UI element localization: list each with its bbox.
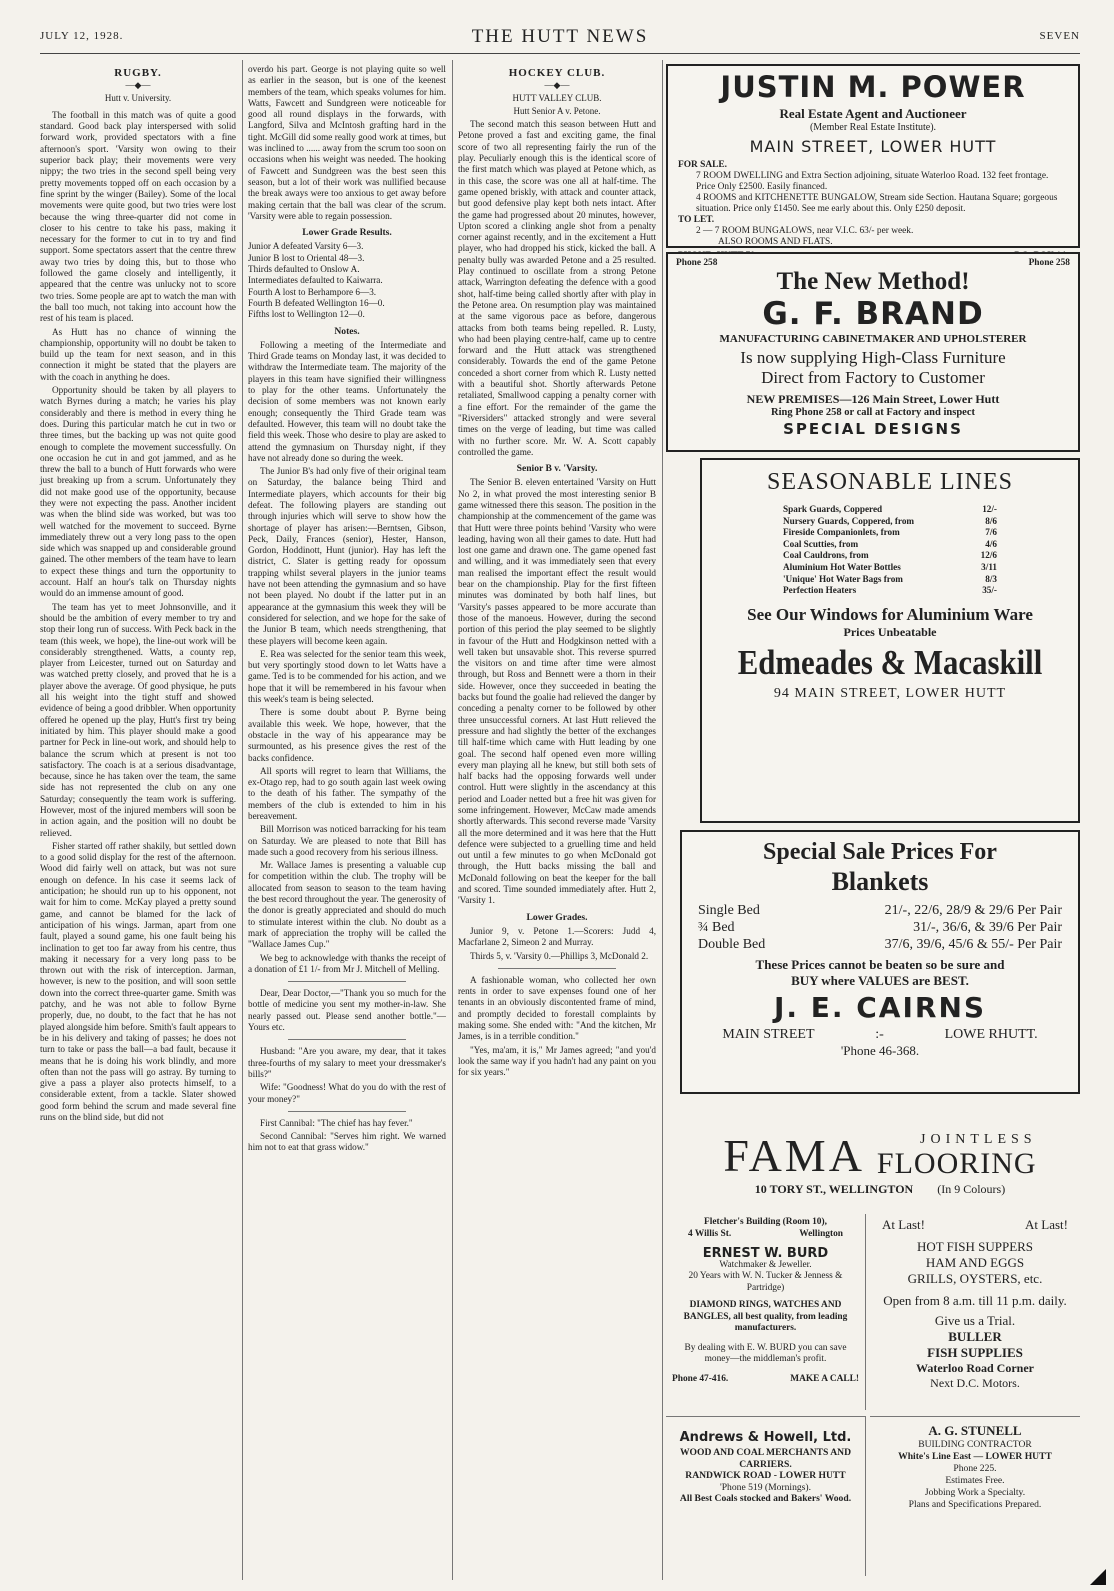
- article-paragraph: The Senior B. eleven entertained 'Varsity on Hutt No 2, in what proved the most interesting senior B game witnessed there this season. The position in the championship at the commencement of the game was that Hutt were three points behind 'Varsity who were leading, having won all their games to date. Hutt had lost one game and drawn one. The game opened fast and willing, and it was immediately seen that every man realised the important effect the result would bear on the championship. Play for the first fifteen minutes was dominated by both half lines, but 'Varsity's passes appeared to be more accurate than those of the manoeus. However, during the second portion of this period the play seemed to be slightly in favour of the Hutt and Hodgkinson netted with a well taken but unsavable shot. This reverse spurred the visitors on and time after time were almost through, but Ross and Bennett were a thorn in their side. However, once they succeeded in beating the backs but found the goalie had relieved the danger by conceding a penalty corner to be followed by other three unsuccessful corners. At last Hutt relieved the pressure and had slightly the better of the exchanges till half-time which came with Hutt leading by one goal. The second half opened even more willing every man playing all he knew, but still both sets of half backs had the opposing forwards well under control. Hutt were slightly in the ascendancy at this period and Loader netted but a free hit was given for some infringement. However, McCaw made amends shortly afterwards. This second reverse made 'Varsity all the more determined and it was here that the Hutt defence were subjected to a gruelling time and held out until a few minutes to go when McDonald got through, the Hutt backs missing the ball and McDonald following on beat the keeper for the ball and scored. Time sounded immediately after. Hutt 2, 'Varsity 1.: [458, 477, 656, 906]
- result-line: Intermediates defaulted to Kaiwarra.: [248, 275, 383, 286]
- ad-phone: Phone 225.: [953, 1463, 997, 1474]
- lower-grades-heading: Lower Grades.: [526, 911, 588, 923]
- article-paragraph: There is some doubt about P. Byrne being available this week. We hope, however, that the obstacle in the way of his appearance may be surmounted, as his presence gives the rest of the backs confidence.: [248, 707, 446, 763]
- advertiser-name: FAMA: [723, 1130, 865, 1181]
- column-divider: [452, 60, 453, 1580]
- ad-line: FLOORING: [876, 1147, 1037, 1180]
- ad-line: Estimates Free.: [945, 1475, 1005, 1486]
- blanket-row: ¾ Bed 31/-, 36/6, & 39/6 Per Pair: [698, 920, 1062, 935]
- price-row: 'Unique' Hot Water Bags from 8/3: [783, 573, 997, 584]
- ad-line: Waterloo Road Corner: [916, 1361, 1034, 1375]
- divider: [288, 981, 407, 982]
- for-sale-label: FOR SALE.: [678, 160, 727, 170]
- article-paragraph: As Hutt has no chance of winning the championship, opportunity will no doubt be taken to build up the team for next season, and in this connection it might be stated that the players are with the coach in anything he does.: [40, 326, 236, 382]
- results-list: [248, 241, 446, 320]
- masthead: [40, 24, 1080, 46]
- buller-ad: [870, 1214, 1080, 1410]
- article-paragraph: Thirds 5, v. 'Varsity 0.—Phillips 3, McDonald 2.: [470, 950, 649, 961]
- ad-headline: SEASONABLE LINES: [766, 469, 1013, 495]
- masthead-rule: [40, 53, 1080, 54]
- advertiser-name: J. E. CAIRNS: [773, 991, 987, 1024]
- gf-brand-ad: [666, 252, 1080, 452]
- article-paragraph: The Junior B's had only five of their original team on Saturday, the balance being Third and Intermediate players, which accounts for their big defeat. The following players are standing out through injuries which will serve to show how the shortage of player has arisen:—Berntsen, Gibson, Peck, Daily, Frances (senior), Hester, Hanson, Gordon, Hoddinott, Hunt (junior). Hay has left the district, C. Slater is getting ready for opossum trapping whilst several players in the junior teams have not been attending the gymnasium and so have not been played. No doubt if the latter put in an appearance at the gymnasium this week they will be considered for selection, and we hope for the sake of the Junior B team, which needs strengthening, that these players will become keen again.: [248, 466, 446, 646]
- article-paragraph: All sports will regret to learn that Williams, the ex-Otago rep, had to go south again last week owing to the death of his father. The sympathy of the members of the club is extended to him in his bereavement.: [248, 765, 446, 821]
- listing: 7 ROOM DWELLING and Extra Section adjoining, situate Waterloo Road. 132 feet frontage. Price Only £2500. Easily financed.: [696, 171, 1049, 192]
- article-paragraph: Fisher started off rather shakily, but settled down to a good solid display for the rest of the afternoon. Wood did fairly well on attack, but was not sure enough on defence. In his case it seems lack of anticipation; he should run up to his opponent, not wait for him to come. McKay played a pretty sound game, and cannot be blamed for the lack of anticipation of his wings. Jarman, apart from one fault, played a sound game, his one fault being his inclination to get too far away from his centre, thus making it necessary for a very long pass to be thrown out with the risk of interception. Jarman, however, is new to the position, and will soon settle down into the correct three-quarter game. Smith was patchy, and he was not able to follow Byrne properly, due, no doubt, to the fact that he has not played alongside him before. Smith's fault appears to be in his delivery and taking of passes; he does not turn to take or pass the ball—a bad fault, because it means that he is doing his work blindly, and more often than not the pass will go astray. By turning to give a pass a player also protects himself, to a considerable extent, from a tackle. Slater showed good form behind the scrum and made several fine runs on the blind side, but did not: [40, 840, 236, 1123]
- ad-line: 4 Willis St.: [688, 1228, 732, 1239]
- fama-ad: [690, 1128, 1070, 1210]
- rugby-continued-column: [248, 64, 446, 1584]
- ad-line: WOOD AND COAL MERCHANTS AND CARRIERS.: [679, 1447, 852, 1470]
- ad-line: Ring Phone 258 or call at Factory and inspect: [771, 407, 975, 418]
- joke-paragraph: First Cannibal: "The chief has hay fever.": [260, 1117, 413, 1128]
- ad-phone: Phone 258: [1028, 258, 1070, 268]
- advertiser-name: G. F. BRAND: [762, 296, 984, 332]
- blanket-row: Double Bed 37/6, 39/6, 45/6 & 55/- Per Pair: [698, 937, 1062, 952]
- ad-line: See Our Windows for Aluminium Ware: [747, 604, 1033, 624]
- price-row: Perfection Heaters 35/-: [783, 585, 997, 596]
- ad-line: HOT FISH SUPPERS: [916, 1239, 1034, 1254]
- result-line: Fifths lost to Wellington 12—0.: [248, 309, 365, 320]
- joke-paragraph: Dear, Dear Doctor,—"Thank you so much for the bottle of medicine you sent my mother-in-law. She nearly passed out. Please send another bottle."—Yours etc.: [248, 988, 446, 1033]
- ad-line: JOINTLESS: [920, 1132, 1037, 1147]
- column-divider: [242, 60, 243, 1580]
- ad-line: These Prices cannot be beaten so be sure and: [755, 957, 1005, 972]
- ad-line: (In 9 Colours): [937, 1182, 1006, 1196]
- advertiser-name: Edmeades & Macaskill: [737, 642, 1043, 682]
- joke-paragraph: Husband: "Are you aware, my dear, that it takes three-fourths of my salary to meet your dressmaker's bills?": [248, 1046, 446, 1079]
- senior-b-heading: Senior B v. 'Varsity.: [516, 463, 598, 475]
- ad-address: 10 TORY ST., WELLINGTON: [754, 1182, 914, 1196]
- price-row: Fireside Companionlets, from 7/6: [783, 527, 997, 538]
- article-paragraph: Mr. Wallace James is presenting a valuable cup for competition within the club. The trophy will be allocated from season to season to the team having the best record throughout the year. The generosity of the donor is greatly appreciated and should do much to stimulate interest within the club. No doubt as a mark of appreciation the trophy will be called the "Wallace James Cup.": [248, 860, 446, 950]
- result-line: Fourth A lost to Berhampore 6—3.: [248, 286, 377, 297]
- price-row: Nursery Guards, Coppered, from 8/6: [783, 515, 997, 526]
- price-list: [775, 504, 1005, 597]
- ad-line: DIAMOND RINGS, WATCHES AND BANGLES, all best quality, from leading manufacturers.: [683, 1300, 848, 1333]
- price-row: Coal Scutties, from 4/6: [783, 538, 997, 549]
- ornament: —◆—: [125, 80, 151, 91]
- ad-line: Real Estate Agent and Auctioneer: [779, 106, 967, 121]
- to-let-label: TO LET.: [678, 215, 715, 225]
- price-row: Spark Guards, Coppered 12/-: [783, 504, 997, 514]
- ad-phone: Phone 47-416.: [672, 1373, 729, 1384]
- andrews-howell-ad: [666, 1416, 866, 1576]
- divider: [288, 1111, 407, 1112]
- result-line: Fourth B defeated Wellington 16—0.: [248, 297, 385, 308]
- hockey-subheading: HUTT VALLEY CLUB.: [512, 92, 602, 103]
- article-paragraph: The football in this match was of quite a good standard. Good back play interspersed with solid forward work, provided spectators with a fine afternoon's sport. 'Varsity won owing to their superior back play; their movements were very nippy; the two tries in the second spell being very pretty movements topped off on each occasion by a fine sprint by the winger (Bailey). Some of the local movements were quite good, but two tries were lost because the wing three-quarter did not come in closer to his centre to take his pass, making it necessary for the former to cut in to try and find support. Some spectators assert that the centre threw away two tries by doing this, but to those who followed the game closely and intelligently, it appeared that the centre was unlucky not to score two tries. Some people are apt to watch the man with the ball too much, not taking into account how the rest of his team is placed.: [40, 109, 236, 324]
- rugby-subheading: Hutt v. University.: [104, 92, 172, 103]
- advertiser-name: ERNEST W. BURD: [702, 1246, 829, 1261]
- ad-line: Next D.C. Motors.: [930, 1376, 1020, 1390]
- article-paragraph: Following a meeting of the Intermediate and Third Grade teams on Monday last, it was decided to withdraw the Intermediate team. The majority of the players in this team have signified their willingness to play for the other teams. Unfortunately the decision of some members was not known early enough; consequently the Third Grade team was defaulted. However, this team will no doubt take the field this week. Those who desire to play are asked to attend the gymnasium on Thursday night, if they have not already done so during the week.: [248, 339, 446, 463]
- ad-line: FISH SUPPLIES: [927, 1345, 1023, 1360]
- article-paragraph: Junior 9, v. Petone 1.—Scorers: Judd 4, Macfarlane 2, Simeon 2 and Murray.: [458, 925, 656, 948]
- rugby-column: [40, 64, 236, 1584]
- ad-line: GRILLS, OYSTERS, etc.: [907, 1271, 1043, 1286]
- ad-trade: MANUFACTURING CABINETMAKER AND UPHOLSTERER: [719, 333, 1027, 345]
- ad-line: By dealing with E. W. BURD you can save money—the middleman's profit.: [684, 1342, 847, 1364]
- divider: [288, 1039, 407, 1040]
- article-paragraph: We beg to acknowledge with thanks the receipt of a donation of £1 1/- from Mr J. Mitchell of Melling.: [248, 952, 446, 974]
- listing: 2 — 7 ROOM BUNGALOWS, near V.I.C. 63/- per week.: [696, 226, 914, 236]
- ad-line: NEW PREMISES—126 Main Street, Lower Hutt: [746, 392, 1000, 406]
- ad-phone: 'Phone 519 (Mornings).: [719, 1481, 811, 1493]
- cairns-ad: [680, 830, 1080, 1094]
- ad-line: 20 Years with W. N. Tucker & Jenness & Partridge): [688, 1271, 843, 1293]
- advertiser-name: Andrews & Howell, Ltd.: [679, 1430, 852, 1445]
- blanket-row: Single Bed 21/-, 22/6, 28/9 & 29/6 Per Pair: [698, 903, 1062, 918]
- blanket-prices: [692, 898, 1068, 953]
- result-line: Junior B lost to Oriental 48—3.: [248, 252, 365, 263]
- article-paragraph: "Yes, ma'am, it is," Mr James agreed; "and you'd look the same way if you hadn't had any paint on you for six years.": [458, 1044, 656, 1078]
- ad-line: Jobbing Work a Specialty.: [924, 1487, 1026, 1498]
- issue-date: JULY 12, 1928.: [40, 30, 124, 42]
- ad-line: Prices Unbeatable: [843, 624, 937, 639]
- rugby-heading: RUGBY.: [114, 67, 162, 79]
- hockey-column: [458, 64, 656, 1584]
- page-corner: [1090, 1569, 1106, 1585]
- ad-line: Open from 8 a.m. till 11 p.m. daily.: [883, 1293, 1067, 1308]
- stunell-ad: [870, 1416, 1080, 1576]
- article-paragraph: The team has yet to meet Johnsonville, and it should be the ambition of every member to try and stop their long run of success. With Peck back in the team (this week, we hope), the line-out work will be considerably strengthened. Watts, a county rep, player from Leicester, turned out on Saturday and was watched pretty closely, and proved that he is a player above the average. Of good physique, he puts all his weight into the tight stuff and showed evidence of being a good dribbler. When opportunity offered he opened up the play, Hutt's first try being initiated by him. This player should make a good partner for Peck in line-out work, and should help to balance the scrum which at present is not too satisfactory. The coach is at a serious disadvantage, because, since he has taken over the team, the same side has not represented the club on any one Saturday; consequently the team work is suffering. However, most of the injured members will soon be in action again, and the position will no doubt be relieved.: [40, 601, 236, 838]
- notes-heading: Notes.: [334, 325, 360, 337]
- ad-line: HAM AND EGGS: [925, 1255, 1025, 1270]
- joke-paragraph: Second Cannibal: "Serves him right. We warned him not to eat that grass widow.": [248, 1131, 446, 1153]
- article-paragraph: A fashionable woman, who collected her own rents in order to save expenses found one of her tenants in an obviously discontented frame of mind, and promptly decided to forestall complaints by making some. She ended with: "And the kitchen, Mr James, is in a terrible condition.": [458, 974, 656, 1042]
- page-number: SEVEN: [1039, 30, 1080, 42]
- hockey-heading: HOCKEY CLUB.: [508, 67, 606, 79]
- result-line: Thirds defaulted to Onslow A.: [248, 264, 360, 275]
- ad-line: (Member Real Estate Institute).: [809, 122, 937, 133]
- price-row: Coal Cauldrons, from 12/6: [783, 550, 997, 561]
- advertiser-name: JUSTIN M. POWER: [720, 70, 1026, 104]
- ad-line: Watchmaker & Jeweller.: [719, 1259, 812, 1270]
- ad-line: MAKE A CALL!: [790, 1373, 859, 1384]
- article-paragraph: overdo his part. George is not playing quite so well as earlier in the season, but is one of the keenest members of the team, which speaks volumes for him. Watts, Fawcett and Sundgreen were noticeable for good all round displays in the forwards, with Langford, Silva and McIntosh grafting hard in the tight. McGill did some really good work at times, but was inclined to ...... away from the scrum too soon on occasions when his weight was needed. The hooking of Fawcett and Sundgreen was the best seen this season, but a lot of their work was nullified because the break aways were too anxious to get away before making certain that the ball was clear of the scrum. 'Varsity were able to regain possession.: [248, 64, 446, 221]
- ad-line: BUILDING CONTRACTOR: [918, 1439, 1032, 1450]
- cairns-address: MAIN STREET :- LOWE RHUTT.: [722, 1027, 1038, 1042]
- divider: [498, 968, 617, 969]
- ad-line: Fletcher's Building (Room 10),: [704, 1217, 827, 1227]
- newspaper-title: THE HUTT NEWS: [471, 26, 649, 47]
- article-paragraph: E. Rea was selected for the senior team this week, but very sportingly stood down to let Watts have a game. Ted is to be commended for his action, and we hope that it will be remembered in his favour when this week's team is being selected.: [248, 648, 446, 705]
- ornament: —◆—: [544, 80, 570, 91]
- edmeades-ad: [700, 458, 1080, 823]
- advertiser-name: A. G. STUNELL: [928, 1423, 1022, 1438]
- ad-phone: 'Phone 46-368.: [840, 1043, 920, 1058]
- ad-headline: Blankets: [831, 867, 929, 896]
- hockey-match-title: Hutt Senior A v. Petone.: [513, 105, 601, 116]
- ad-line: Is now supplying High-Class Furniture: [740, 348, 1006, 367]
- justin-power-ad: [666, 64, 1080, 248]
- burd-ad: [666, 1214, 866, 1410]
- ad-line: Give us a Trial.: [934, 1313, 1016, 1328]
- article-paragraph: The second match this season between Hutt and Petone proved a fast and exciting game, the final score of two all representing fairly the run of the play. Peculiarly enough this is the identical score of the first match which was played at Petone which, as in this case, the score was one all at half-time. The game opened briskly, with attack and counter attack, but good defensive play kept both nets intact. After the game had progressed about 20 minutes, however, Upton scored a clinking angle shot from a penalty corner against recently, and in the excitement a Hutt player, who had dropped his stick, kicked the ball. A penalty bully was awarded Petone and a 25 resulted. Play continued to oscillate from a strong Petone attack, Warrington defeating the defence with a good shot, half-time being called shortly after with play in the Petone area. On resumption play was maintained at the same vigorous pace as before, dangerous attacks from both teams being repelled. R. Lusty, who had been playing centre-half, came up to centre forward and the Hutt attack was strengthened considerably. Towards the end of the game Petone conceded a short corner from which R. Lusty netted with a beautiful shot. Shortly afterwards Petone retaliated, Smallwood capping a penalty corner with a fine effort. For the remainder of the game the "Riversiders" attacked strongly and were several times on the verge of leading, but time was called with no further score. Mr. W. A. Scott capably controlled the game.: [458, 119, 656, 457]
- ad-line: Direct from Factory to Customer: [761, 368, 985, 387]
- column-divider: [662, 60, 663, 1580]
- joke-paragraph: Wife: "Goodness! What do you do with the rest of your money?": [248, 1082, 446, 1104]
- ad-street: MAIN STREET, LOWER HUTT: [749, 137, 997, 156]
- listing: 4 ROOMS and KITCHENETTE BUNGALOW, Stream side Section. Hautana Square; gorgeous situation. Price only £1450. See me early about this. Only £250 deposit.: [696, 193, 1058, 214]
- ad-line: At Last!: [1025, 1217, 1068, 1232]
- ad-line: RANDWICK ROAD - LOWER HUTT: [685, 1470, 846, 1482]
- ad-line: BUY where VALUES are BEST.: [791, 973, 969, 988]
- ad-special: SPECIAL DESIGNS: [783, 420, 963, 438]
- ad-line: Plans and Specifications Prepared.: [908, 1499, 1042, 1510]
- ad-headline: Special Sale Prices For: [763, 839, 997, 865]
- ad-address: 94 MAIN STREET, LOWER HUTT: [773, 685, 1007, 701]
- advertiser-name: BULLER: [948, 1329, 1002, 1344]
- ad-line: All Best Coals stocked and Bakers' Wood.: [679, 1493, 852, 1505]
- price-row: Aluminium Hot Water Bottles 3/11: [783, 561, 997, 572]
- ad-line: At Last!: [882, 1217, 925, 1232]
- ad-line: Wellington: [799, 1228, 843, 1239]
- result-line: Junior A defeated Varsity 6—3.: [248, 241, 364, 252]
- listing: ALSO ROOMS AND FLATS.: [718, 237, 833, 247]
- ad-phone: Phone 258: [676, 258, 718, 268]
- lower-grade-heading: Lower Grade Results.: [302, 227, 392, 239]
- ad-address: White's Line East — LOWER HUTT: [898, 1451, 1052, 1462]
- article-paragraph: Opportunity should be taken by all players to watch Byrnes during a match; he varies his play considerably and there is method in every thing he does. During this particular match he cut in two or three times, but the backing up was not quite good enough to complete the movement successfully. On one occasion he cut in and got jammed, and as he threw the ball to a bunch of Hutt forwards who were just breaking up from a scrum. Unfortunately they did not make good use of the opportunity, because they were not expecting the pass. Another incident was when the blind side was worked, but was too well watched for the movement to succeed. Byrne immediately threw out a very long pass to the open side which was snapped up and considerable ground gained. The other members of the team have to learn to expect these things and turn the opportunity to account. Half an hour's talk on Thursday nights would do an immense amount of good.: [40, 385, 236, 599]
- ad-headline: The New Method!: [776, 268, 970, 295]
- article-paragraph: Bill Morrison was noticed barracking for his team on Saturday. We are pleased to note that Bill has made such a good recovery from his serious illness.: [248, 824, 446, 857]
